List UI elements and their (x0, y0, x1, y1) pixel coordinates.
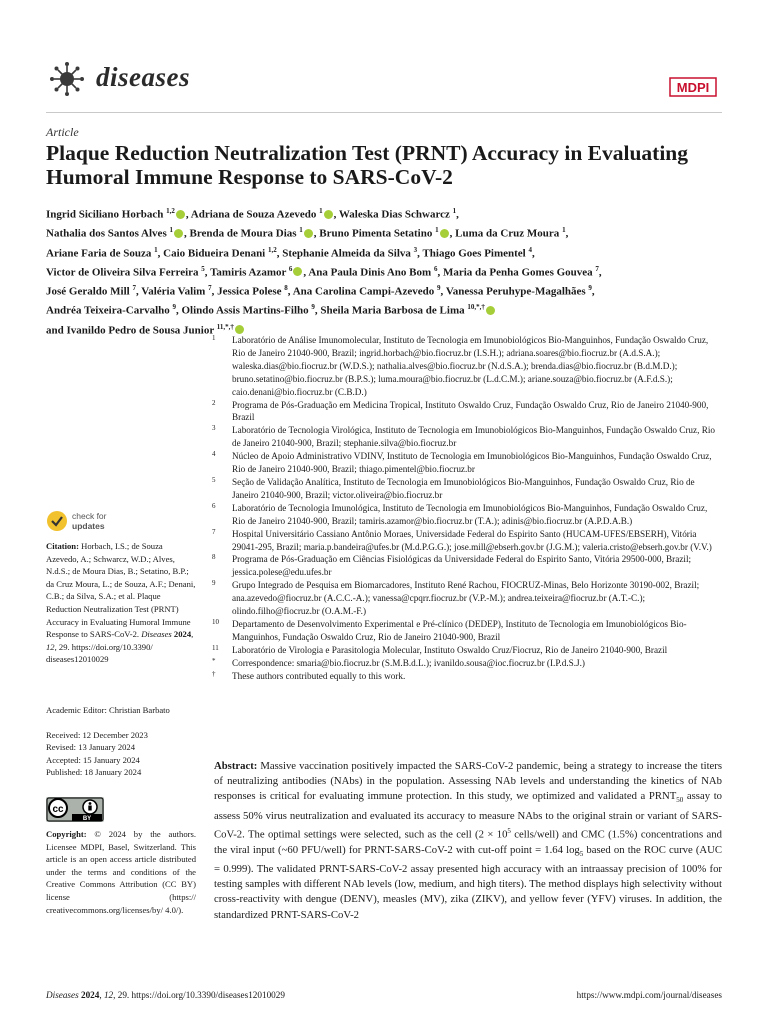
author-affiliation-marker: 9 (172, 303, 176, 312)
copyright-notice (46, 828, 196, 916)
affiliation-number: 11 (212, 643, 219, 652)
author-name: , Tamiris Azamor (204, 266, 289, 279)
author-affiliation-marker: 9 (311, 303, 315, 312)
affiliation-item (212, 657, 722, 670)
author-affiliation-marker: 9 (437, 284, 441, 292)
affiliation-text: Laboratório de Tecnologia Virológica, Instituto de Tecnologia em Imunobiológicos Bio-Manguinhos, Fundação Oswaldo Cruz, Rio de Janeiro 21040-900, Brazil; stephanie.silva@bio.fiocruz.br (232, 425, 715, 449)
affiliation-text: Programa de Pós-Graduação em Medicina Tropical, Instituto Oswaldo Cruz, Fundação Oswaldo Cruz, Rio de Janeiro 21040-900, Brazil (232, 399, 709, 423)
orcid-icon[interactable] (324, 210, 333, 219)
abstract-sup-5: 5 (507, 826, 511, 835)
check-updates-line2: updates (72, 521, 105, 531)
affiliation-number: 10 (212, 617, 219, 626)
author-name: Ingrid Siciliano Horbach (46, 208, 167, 221)
author-name: , (532, 247, 535, 260)
affiliation-number: 7 (212, 527, 216, 536)
abstract-text-2: assay to assess 50% virus neutralization and evaluated its accuracy to measure NAbs to the original strain or variant of SARS-CoV-2. The optimal settings were selected, such as the cell (2 × 10 (214, 790, 723, 841)
affiliation-number: 6 (212, 501, 216, 510)
footer-year: 2024 (80, 990, 100, 1000)
abstract-text-1: Massive vaccination positively impacted the SARS-CoV-2 pandemic, being a strategy to increase the titers of neutralizing antibodies (NAbs) in the population. Assessing NAb levels and understanding the kinetics of NAb responses is critical for evaluating immune protection. In this study, we optimized and validated a PRNT (214, 760, 723, 803)
affiliation-number: 3 (212, 424, 216, 433)
abstract (214, 759, 722, 923)
affiliation-item (212, 579, 722, 618)
affiliation-text: Núcleo de Apoio Administrativo VDINV, Instituto de Tecnologia em Imunobiológicos Bio-Manguinhos, Fundação Oswaldo Cruz, Rio de Janeiro 21040-900, Brazil; thiago.pimentel@bio.fiocruz.br (232, 451, 712, 475)
affiliation-text: Programa de Pós-Graduação em Ciências Fisiológicas da Universidade Federal do Espirito Santo, Vitória 29500-000, Brazil; jessica.polese@edu.ufes.br (232, 554, 692, 578)
affiliation-item (212, 450, 722, 476)
author-name: , Bruno Pimenta Setatino (313, 227, 436, 240)
author-affiliation-marker: 7 (208, 284, 212, 292)
author-name: , Thiago Goes Pimentel (417, 247, 529, 260)
author-affiliation-marker: 1 (452, 207, 457, 215)
affiliation-number: 9 (212, 579, 216, 588)
author-affiliation-marker: 1,2 (268, 245, 277, 254)
orcid-icon[interactable] (440, 229, 449, 238)
author-name: , (598, 266, 602, 279)
affiliation-number: * (212, 656, 216, 665)
author-affiliation-marker: 8 (284, 284, 288, 292)
affiliation-item (212, 618, 722, 644)
orcid-icon[interactable] (304, 229, 313, 238)
affiliation-text: Seção de Validação Analítica, Instituto de Tecnologia em Imunobiológicos Bio-Manguinhos, Fundação Oswaldo Cruz, Rio de Janeiro 21040-900, Brazil; victor.oliveira@bio.fiocruz.br (232, 476, 695, 500)
orcid-icon[interactable] (174, 229, 183, 238)
author-name: , Brenda de Moura Dias (183, 227, 300, 240)
affiliation-text: Correspondence: smaria@bio.fiocruz.br (S.M.B.d.L.); ivanildo.sousa@ioc.fiocruz.br (I.P.d.S.J.) (232, 657, 585, 668)
abstract-sub-50: 50 (676, 796, 684, 805)
affiliation-item (212, 424, 722, 450)
affiliation-item (212, 553, 722, 579)
affiliation-list (212, 334, 722, 682)
author-name: , Valéria Valim (135, 285, 209, 298)
accepted-date: Accepted: 15 January 2024 (46, 754, 140, 765)
author-affiliation-marker: 1 (299, 226, 303, 235)
affiliation-number: † (212, 669, 216, 678)
author-affiliation-marker: 1 (562, 226, 566, 235)
header-divider (46, 112, 722, 113)
published-date: Published: 18 January 2024 (46, 767, 142, 778)
academic-editor: Academic Editor: Christian Barbato (46, 705, 170, 715)
check-for-updates-button[interactable] (46, 510, 156, 534)
affiliation-text: These authors contributed equally to this work. (232, 670, 406, 681)
footer-volume: 12 (103, 990, 114, 1000)
author-list (46, 204, 736, 339)
author-name: , Sheila Maria Barbosa de Lima (314, 304, 468, 317)
citation-block: Citation: Horbach, I.S.; de Souza Azevedo, A.; Schwarcz, W.D.; Alves, N.d.S.; de Moura Dias, B.; Setatino, B.P.; da Cruz Moura, L.; de Souza, A.F.; Denani, C.B.; da Silva, S.A.; et al. Plaque Reduction Neutralization Test (PRNT) Accuracy in Evaluating Humoral Immune Response to SARS-CoV-2. Diseases 2024, 12, 29. https://doi.org/10.3390/ diseases12010029 (46, 541, 196, 665)
author-name: , Ana Carolina Campi-Azevedo (287, 285, 438, 298)
abstract-sub-5: 5 (579, 849, 584, 858)
svg-text:cc: cc (52, 804, 64, 815)
affiliation-item (212, 334, 722, 399)
article-dates (46, 704, 196, 779)
footer-doi: , 29. https://doi.org/10.3390/diseases12010029 (113, 990, 285, 1000)
orcid-icon[interactable] (176, 210, 185, 219)
affiliation-number: 2 (212, 398, 216, 407)
affiliation-item (212, 670, 722, 683)
orcid-icon[interactable] (293, 267, 302, 276)
author-affiliation-marker: 10,*,† (467, 303, 485, 312)
abstract-text-3: cells/well) and CMC (1.5%) concentrations and the viral input (~60 PFU/well) for PRNT-SARS-CoV-2 with cut-off point = 1.64 log (214, 828, 722, 856)
author-affiliation-marker: 1 (169, 226, 173, 235)
author-name: , Adriana de Souza Azevedo (185, 208, 320, 221)
received-date: Received: 12 December 2023 (46, 729, 148, 740)
affiliation-number: 1 (212, 334, 216, 342)
check-updates-line1: check for (72, 511, 107, 521)
citation-journal: Diseases (141, 629, 172, 640)
citation-text: Horbach, I.S.; de Souza Azevedo, A.; Schwarcz, W.D.; Alves, N.d.S.; de Moura Dias, B.; Setatino, B.P.; da Cruz Moura, L.; de Souza, A.F.; Denani, C.B.; da Silva, S.A.; et al. Plaque Reduction Neutralization Test (PRNT) Accuracy in Evaluating Humoral Immune Response to SARS-CoV-2. (46, 541, 196, 640)
author-name: , Caio Bidueira Denani (157, 247, 268, 260)
affiliation-item (212, 644, 722, 657)
author-affiliation-marker: 5 (201, 264, 205, 273)
affiliation-text: Laboratório de Análise Imunomolecular, Instituto de Tecnologia em Imunobiológicos Bio-Manguinhos, Fundação Oswaldo Cruz, Rio de Janeiro 21040-900, Brazil; ingrid.horbach@bio.fiocruz.br (I.S.H.); adriana.soares@bio.fiocruz.br (A.d.S.A.); waleska.dias@bio.fiocruz.br (W.D.S.); nathalia.alves@bio.fiocruz.br (N.d.S.A.); brenda.dias@bio.fiocruz.br (B.d.M.D.); bruno.setatino@bio.fiocruz.br (B.P.S.); luma.moura@bio.fiocruz.br (L.d.C.M.); ariane.souza@bio.fiocruz.br (A.F.d.S.); caio.denani@bio.fiocruz.br (C.B.D.) (232, 335, 709, 397)
author-name: José Geraldo Mill (46, 285, 133, 298)
author-affiliation-marker: 4 (528, 245, 532, 254)
affiliation-item (212, 502, 722, 528)
author-affiliation-marker: 6 (433, 264, 438, 273)
affiliation-number: 4 (212, 450, 216, 459)
affiliation-item (212, 476, 722, 502)
author-name: , (591, 285, 595, 298)
copyright-text: © 2024 by the authors. Licensee MDPI, Basel, Switzerland. This article is an open access article distributed under the terms and conditions of the Creative Commons Attribution (CC BY) license (https:// creativecommons.org/licenses/by/ 4.0/). (46, 829, 196, 915)
author-affiliation-marker: 1 (435, 226, 439, 235)
author-affiliation-marker: 1 (154, 245, 158, 254)
article-type: Article (46, 125, 79, 139)
citation-volume: 12 (46, 641, 55, 652)
affiliation-number: 8 (212, 553, 216, 562)
author-affiliation-marker: 9 (588, 284, 592, 292)
citation-year: 2024 (173, 629, 192, 640)
affiliation-text: Hospital Universitário Cassiano Antônio Moraes, Universidade Federal do Espirito Santo (HUCAM-UFES/EBSERH), Vitória 29041-295, Brazil; maria.p.bandeira@ufes.br (M.d.P.G.G.); jose.mill@ebserh.gov.br (J.G.M.); valeria.cristo@ebserh.gov.br (V.V.) (232, 528, 712, 552)
author-name: , Jessica Polese (211, 285, 285, 298)
copyright-label: Copyright: (46, 829, 87, 839)
author-affiliation-marker: 6 (288, 264, 293, 273)
author-affiliation-marker: 1 (319, 207, 323, 215)
author-name: , Waleska Dias Schwarcz (333, 208, 453, 221)
mdpi-logo-icon[interactable] (666, 74, 720, 100)
author-name: , (456, 208, 459, 221)
author-name: Andréa Teixeira-Carvalho (46, 304, 173, 317)
affiliation-text: Grupo Integrado de Pesquisa em Biomarcadores, Instituto René Rachou, FIOCRUZ-Minas, Belo Horizonte 30190-002, Brazil; ana.azevedo@fiocruz.br (A.C.C.-A.); vanessa@cpqrr.fiocruz.br (V.P.-M.); andrea.teixeira@fiocruz.br (A.T.-C.); olindo.filho@fiocruz.br (O.A.M.-F.) (232, 580, 700, 617)
author-affiliation-marker: 11,*,† (216, 322, 234, 331)
citation-doi[interactable]: , 29. https://doi.org/10.3390/ diseases12010029 (46, 641, 153, 665)
citation-label: Citation: (46, 541, 79, 551)
author-affiliation-marker: 7 (132, 284, 136, 292)
author-name: , Vanessa Peruhype-Magalhães (440, 285, 589, 298)
affiliation-text: Laboratório de Tecnologia Imunológica, Instituto de Tecnologia em Imunobiológicos Bio-Manguinhos, Fundação Oswaldo Cruz, Rio de Janeiro 21040-900, Brazil; tamiris.azamor@bio.fiocruz.br (T.A.); adinis@bio.fiocruz.br (A.P.D.A.B.) (232, 502, 708, 526)
affiliation-item (212, 399, 722, 425)
abstract-label: Abstract: (214, 760, 258, 772)
affiliation-text: Laboratório de Virologia e Parasitologia Molecular, Instituto Oswaldo Cruz/Fiocruz, Rio de Janeiro 21040-900, Brazil (232, 644, 668, 655)
author-name: , Olindo Assis Martins-Filho (176, 304, 312, 317)
author-name: , Stephanie Almeida da Silva (276, 247, 414, 260)
revised-date: Revised: 13 January 2024 (46, 742, 136, 753)
journal-name: diseases (96, 62, 190, 92)
author-name: Nathalia dos Santos Alves (46, 227, 170, 240)
author-name: , Luma da Cruz Moura (449, 227, 563, 240)
check-updates-icon (46, 510, 68, 532)
author-name: Ariane Faria de Souza (46, 247, 155, 260)
footer-journal: Diseases (46, 990, 79, 1000)
author-name: and Ivanildo Pedro de Sousa Junior (46, 324, 217, 337)
orcid-icon[interactable] (486, 306, 495, 315)
affiliation-text: Departamento de Desenvolvimento Experimental e Pré-clínico (DEDEP), Instituto de Tecnologia em Imunobiológicos Bio-Manguinhos, Fundação Oswaldo Cruz, Rio de Janeiro 21040-900, Brazil (232, 618, 687, 642)
affiliation-item (212, 528, 722, 554)
article-title: Plaque Reduction Neutralization Test (PRNT) Accuracy in Evaluating Humoral Immune Response to SARS-CoV-2 (46, 141, 689, 189)
journal-logo-icon (46, 60, 88, 98)
affiliation-number: 5 (212, 475, 216, 484)
author-name: Victor de Oliveira Silva Ferreira (46, 266, 202, 279)
cc-by-label: BY (82, 816, 92, 822)
author-name: , Maria da Penha Gomes Gouvea (437, 266, 596, 279)
publisher-name: MDPI (676, 80, 710, 95)
abstract-text-4: based on the ROC curve (AUC = 0.999). The validated PRNT-SARS-CoV-2 assay presented high accuracy with an intraassay precision of 100% for testing samples with different NAb levels (low, medium, and high titers). The method displays high selectivity without cross-reactivity with dengue (DENV), measles (MV), zika (ZIKV), and yellow fever (YFV) viruses. In addition, the standardized PRNT-SARS-CoV-2 (214, 843, 722, 921)
footer-journal-url[interactable]: https://www.mdpi.com/journal/diseases (576, 990, 722, 1000)
footer-citation[interactable]: Diseases 2024, 12, 29. https://doi.org/10.3390/diseases12010029 (46, 990, 285, 1000)
cc-by-license-icon[interactable] (46, 797, 104, 822)
author-name: , Ana Paula Dinis Ano Bom (303, 266, 434, 279)
author-name: , (565, 227, 569, 240)
author-affiliation-marker: 3 (413, 245, 418, 254)
author-affiliation-marker: 1,2 (166, 207, 175, 215)
orcid-icon[interactable] (235, 325, 244, 334)
author-affiliation-marker: 7 (595, 264, 599, 273)
